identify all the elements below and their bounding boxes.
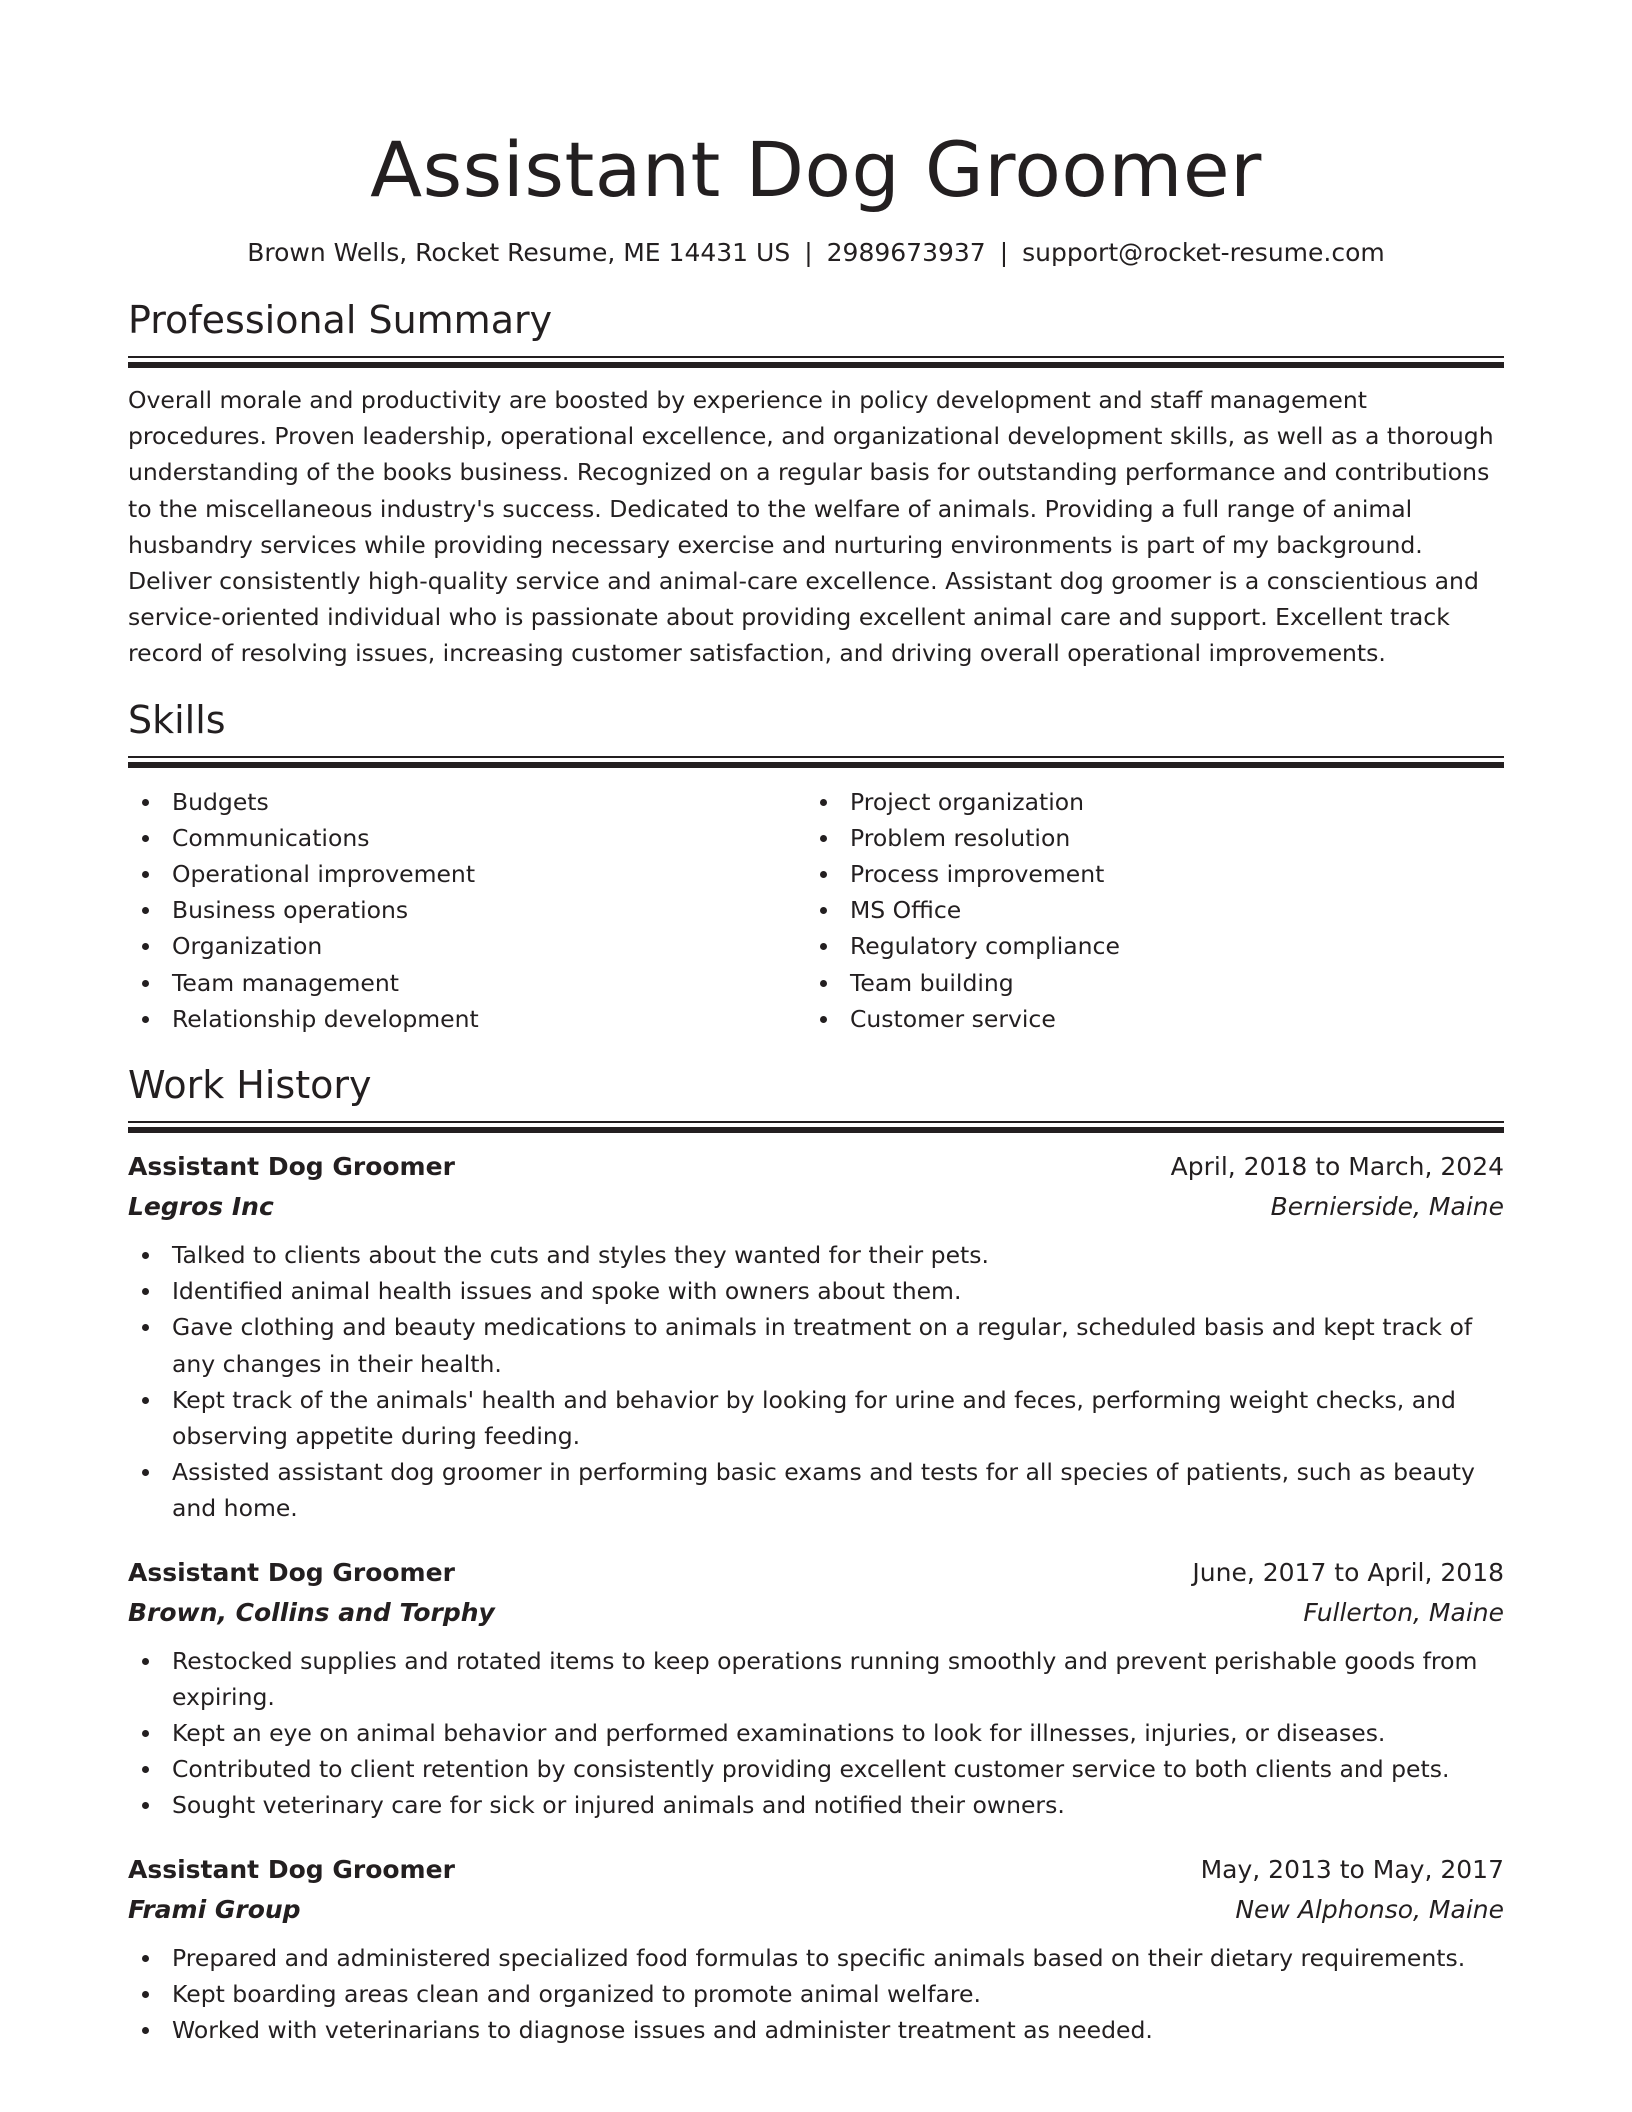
job-bullet: Kept an eye on animal behavior and performed examinations to look for illnesses, injuries, or diseases.	[128, 1715, 1504, 1751]
resume-name: Assistant Dog Groomer	[370, 125, 1262, 214]
job-location: Bernierside, Maine	[1270, 1192, 1504, 1222]
contact-separator: |	[804, 238, 813, 267]
job-bullet: Restocked supplies and rotated items to keep operations running smoothly and prevent perishable goods from expiring.	[128, 1643, 1504, 1715]
contact-phone: 2989673937	[826, 238, 986, 267]
skill-item: Business operations	[128, 892, 806, 928]
contact-line	[128, 236, 1504, 270]
skill-item: Customer service	[806, 1001, 1484, 1037]
job-bullet: Gave clothing and beauty medications to animals in treatment on a regular, scheduled basis and kept track of any changes in their health.	[128, 1309, 1504, 1381]
job-company: Brown, Collins and Torphy	[128, 1597, 495, 1627]
job-bullet: Kept boarding areas clean and organized to promote animal welfare.	[128, 1976, 1504, 2012]
skills-column-right	[806, 784, 1484, 1037]
job-bullet: Identified animal health issues and spoke with owners about them.	[128, 1273, 1504, 1309]
skill-item: Relationship development	[128, 1001, 806, 1037]
work-section	[128, 1061, 1504, 2048]
skill-item: Problem resolution	[806, 820, 1484, 856]
job-header	[128, 1553, 1504, 1593]
job-title: Assistant Dog Groomer	[128, 1152, 455, 1182]
job-bullets	[128, 1940, 1504, 2049]
job-subheader	[128, 1593, 1504, 1633]
summary-text: Overall morale and productivity are boosted by experience in policy development and staff management procedures. Proven leadership, operational excellence, and organizational development skills, as well as a thorough understanding of the books business. Recognized on a regular basis for outstanding performance and contributions to the miscellaneous industry's success. Dedicated to the welfare of animals. Providing a full range of animal husbandry services while providing necessary exercise and nurturing environments is part of my background. Deliver consistently high-quality service and animal-care excellence. Assistant dog groomer is a conscientious and service-oriented individual who is passionate about providing excellent animal care and support. Excellent track record of resolving issues, increasing customer satisfaction, and driving overall operational improvements.	[128, 386, 1494, 668]
job-entry	[128, 1553, 1504, 1824]
job-location: New Alphonso, Maine	[1235, 1894, 1504, 1924]
skill-item: Team management	[128, 965, 806, 1001]
section-divider	[128, 756, 1504, 768]
job-entry	[128, 1147, 1504, 1527]
job-bullet: Worked with veterinarians to diagnose issues and administer treatment as needed.	[128, 2012, 1504, 2048]
job-title: Assistant Dog Groomer	[128, 1854, 455, 1884]
skills-column-left	[128, 784, 806, 1037]
job-dates: April, 2018 to March, 2024	[1170, 1152, 1504, 1182]
job-bullet: Contributed to client retention by consistently providing excellent customer service to both clients and pets.	[128, 1751, 1504, 1787]
job-bullets	[128, 1237, 1504, 1527]
skill-item: Organization	[128, 928, 806, 964]
contact-address: Brown Wells, Rocket Resume, ME 14431 US	[247, 238, 791, 267]
job-header	[128, 1147, 1504, 1187]
job-company: Frami Group	[128, 1894, 301, 1924]
job-dates: May, 2013 to May, 2017	[1200, 1854, 1504, 1884]
job-subheader	[128, 1890, 1504, 1930]
job-bullet: Assisted assistant dog groomer in performing basic exams and tests for all species of patients, such as beauty and home.	[128, 1454, 1504, 1526]
skills-grid	[128, 784, 1504, 1037]
job-list	[128, 1147, 1504, 2048]
skill-item: Team building	[806, 965, 1484, 1001]
section-title-work: Work History	[128, 1063, 372, 1108]
skill-item: Operational improvement	[128, 856, 806, 892]
job-title: Assistant Dog Groomer	[128, 1557, 455, 1587]
job-subheader	[128, 1187, 1504, 1227]
skill-item: Budgets	[128, 784, 806, 820]
job-company: Legros Inc	[128, 1192, 274, 1222]
job-bullet: Prepared and administered specialized food formulas to specific animals based on their dietary requirements.	[128, 1940, 1504, 1976]
job-bullets	[128, 1643, 1504, 1824]
skill-item: Communications	[128, 820, 806, 856]
job-header	[128, 1850, 1504, 1890]
section-divider	[128, 1121, 1504, 1133]
summary-section	[128, 296, 1504, 672]
job-bullet: Sought veterinary care for sick or injured animals and notified their owners.	[128, 1787, 1504, 1823]
skill-item: Process improvement	[806, 856, 1484, 892]
skill-item: Project organization	[806, 784, 1484, 820]
resume-page	[128, 0, 1504, 2048]
section-divider	[128, 356, 1504, 368]
job-entry	[128, 1850, 1504, 2049]
section-title-summary: Professional Summary	[128, 298, 553, 342]
job-bullet: Talked to clients about the cuts and styles they wanted for their pets.	[128, 1237, 1504, 1273]
skill-item: Regulatory compliance	[806, 928, 1484, 964]
contact-email: support@rocket-resume.com	[1022, 238, 1385, 267]
skill-item: MS Office	[806, 892, 1484, 928]
job-location: Fullerton, Maine	[1303, 1597, 1504, 1627]
skills-section	[128, 696, 1504, 1037]
section-title-skills: Skills	[128, 697, 226, 742]
job-dates: June, 2017 to April, 2018	[1192, 1557, 1504, 1587]
contact-separator: |	[999, 238, 1009, 267]
job-bullet: Kept track of the animals' health and behavior by looking for urine and feces, performing weight checks, and observing appetite during feeding.	[128, 1382, 1504, 1454]
